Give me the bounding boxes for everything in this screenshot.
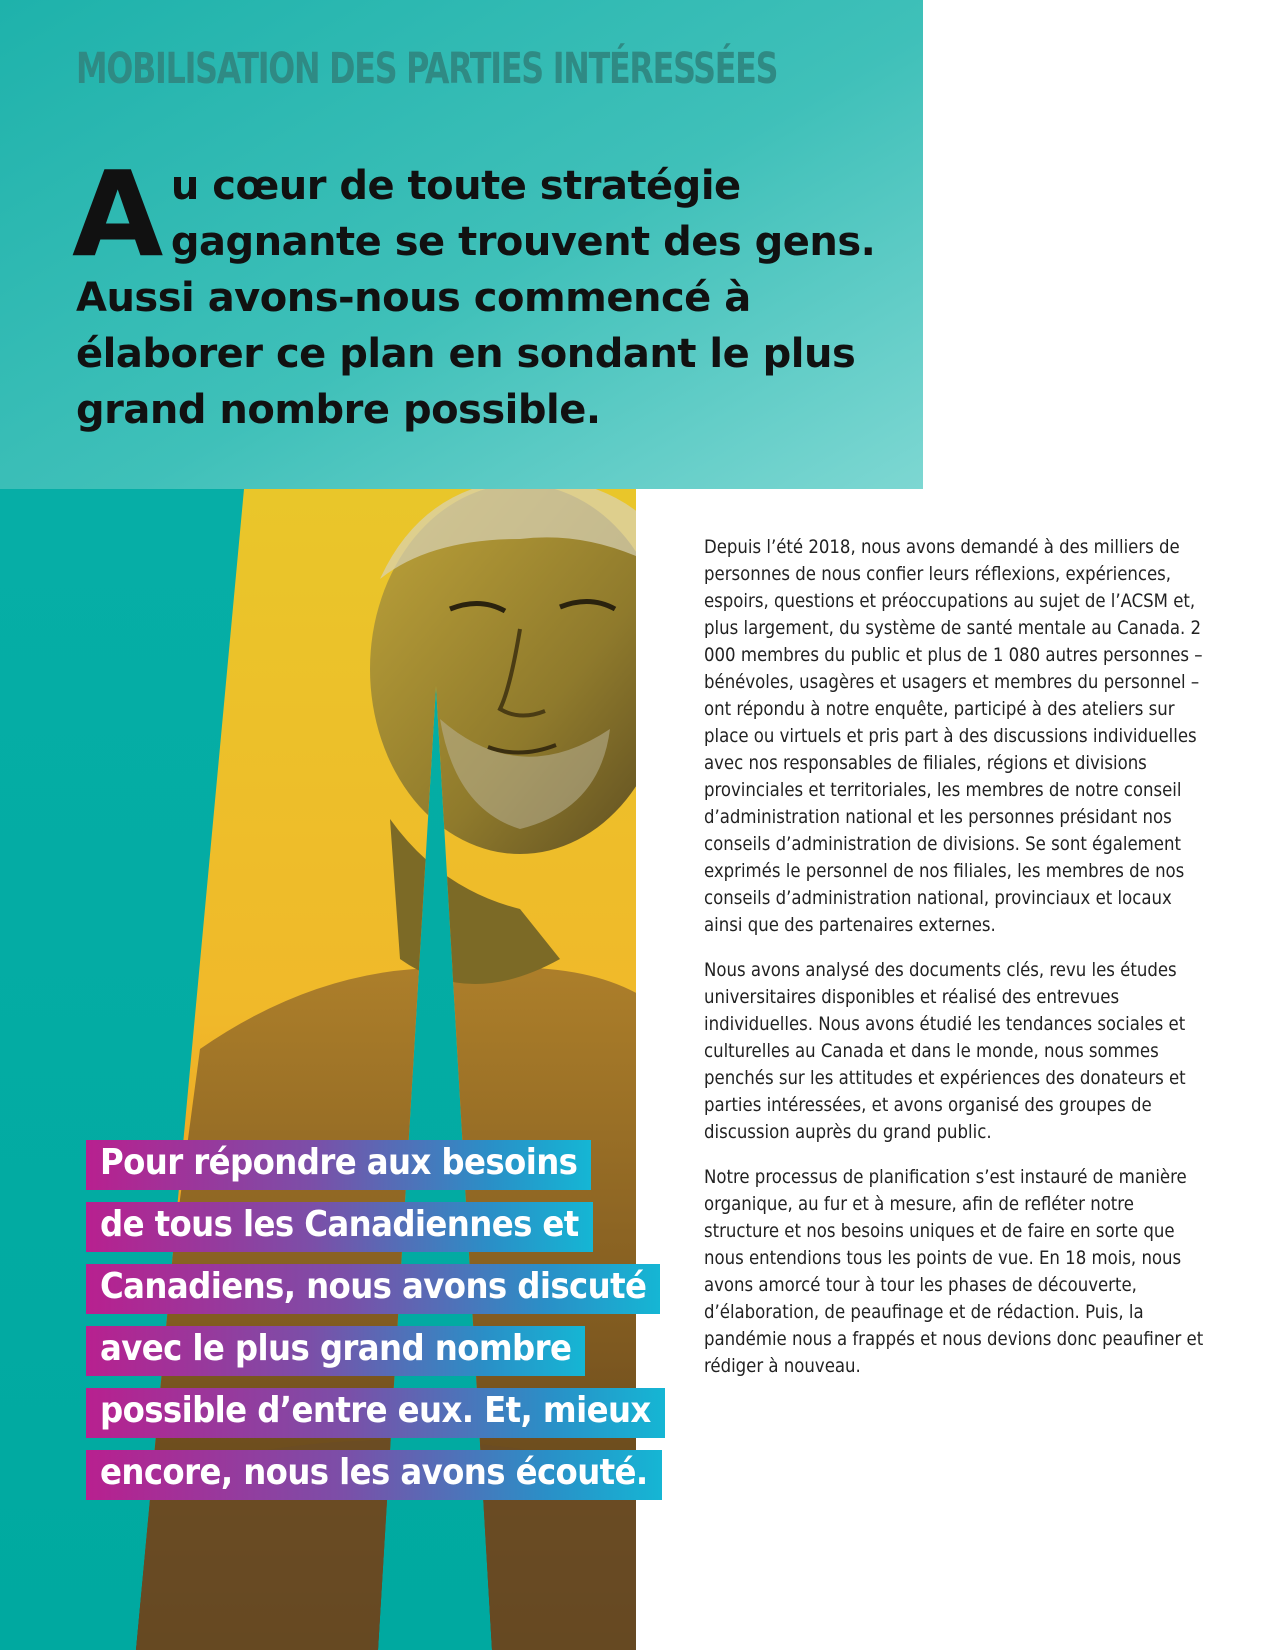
body-paragraph: Nous avons analysé des documents clés, revu les études universitaires disponibles et réalisé des entrevues individuelles. Nous avons étudié les tendances sociales et culturelles au Canada et dans le monde, nous sommes penchés sur les attitudes et expériences des donateurs et parties intéressées, et avons organisé des groupes de discussion auprès du grand public. xyxy=(704,960,1186,1143)
body-paragraph: Notre processus de planification s’est instauré de manière organique, au fur et à mesure, afin de refléter notre structure et nos besoins uniques et de faire en sorte que nous entendions tous les points de vue. En 18 mois, nous avons amorcé tour à tour les phases de découverte, d’élaboration, de peaufinage et de rédaction. Puis, la pandémie nous a frappés et nous devions donc peaufiner et rédiger à nouveau. xyxy=(704,1167,1204,1377)
body-paragraph: Depuis l’été 2018, nous avons demandé à des milliers de personnes de nous confier leurs réflexions, expériences, espoirs, questions et préoccupations au sujet de l’ACSM et, plus largement, du système de santé mentale au Canada. 2 000 membres du public et plus de 1 080 autres personnes – bénévoles, usagères et usagers et membres du personnel – ont répondu à notre enquête, participé à des ateliers sur place ou virtuels et pris part à des discussions individuelles avec nos responsables de filiales, régions et divisions provinciales et territoriales, les membres de notre conseil d’administration national et les personnes présidant nos conseils d’administration de divisions. Se sont également exprimés le personnel de nos filiales, les membres de nos conseils d’administration national, provinciaux et locaux ainsi que des partenaires externes. xyxy=(704,537,1203,936)
headline-text: u cœur de toute stratégie gagnante se trouvent des gens. Aussi avons-nous commencé à élaborer ce plan en sondant le plus grand nombre possible. xyxy=(76,163,876,433)
callout-line: avec le plus grand nombre xyxy=(86,1326,585,1376)
callout-quote xyxy=(86,1140,686,1512)
headline xyxy=(72,145,916,438)
callout-line: possible d’entre eux. Et, mieux xyxy=(86,1388,665,1438)
drop-cap: A xyxy=(72,145,163,283)
body-text xyxy=(704,534,1204,1398)
callout-line: encore, nous les avons écouté. xyxy=(86,1450,662,1500)
callout-line: Pour répondre aux besoins xyxy=(86,1140,591,1190)
section-title: MOBILISATION DES PARTIES INTÉRESSÉES xyxy=(76,44,778,94)
callout-line: Canadiens, nous avons discuté xyxy=(86,1264,660,1314)
callout-line: de tous les Canadiennes et xyxy=(86,1202,593,1252)
